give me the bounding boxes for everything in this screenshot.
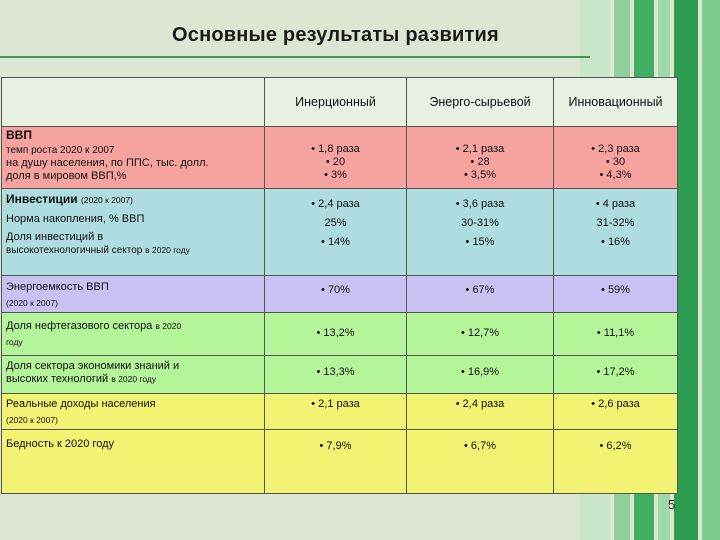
investments-values-inertial xyxy=(265,189,407,276)
value: 30-31% xyxy=(461,217,499,229)
gdp-line-2: на душу населения, по ППС, тыс. долл. xyxy=(6,157,209,169)
oilgas-value-energy: • 12,7% xyxy=(407,313,554,356)
value: • 16% xyxy=(601,236,630,248)
oilgas-heading-note: в 2020 xyxy=(155,321,182,331)
table-row-energy-intensity xyxy=(2,276,678,313)
column-header-energy-raw: Энерго-сырьевой xyxy=(407,78,554,127)
column-header-inertial: Инерционный xyxy=(265,78,407,127)
gdp-values-energy xyxy=(407,127,554,189)
poverty-value-innovative: • 6,2% xyxy=(554,430,678,494)
row-label-poverty xyxy=(2,430,265,494)
value: • 4 раза xyxy=(595,198,636,210)
knowledge-value-inertial: • 13,3% xyxy=(265,356,407,394)
oilgas-heading: Доля нефтегазового сектора xyxy=(6,320,153,332)
header-corner-cell xyxy=(2,78,265,127)
value: • 2,1 раза xyxy=(455,143,505,155)
value: • 2,3 раза xyxy=(591,143,640,155)
page-title: Основные результаты развития xyxy=(172,24,499,46)
gdp-values-innovative xyxy=(554,127,678,189)
energy-note: (2020 к 2007) xyxy=(6,298,58,308)
column-header-innovative: Инновационный xyxy=(554,78,678,127)
value: • 30 xyxy=(605,156,626,168)
value: • 15% xyxy=(465,236,495,248)
value: • 3,5% xyxy=(464,169,496,181)
row-label-energy-intensity xyxy=(2,276,265,313)
investments-values-innovative xyxy=(554,189,678,276)
title-underline xyxy=(0,56,590,58)
table-row-poverty xyxy=(2,430,678,494)
row-label-real-income xyxy=(2,394,265,430)
table-row-gdp xyxy=(2,127,678,189)
investments-line-note: в 2020 году xyxy=(145,245,190,255)
page-number: 5 xyxy=(668,497,676,512)
row-label-investments xyxy=(2,189,265,276)
knowledge-heading-2: высоких технологий xyxy=(6,373,109,385)
table-header-row xyxy=(2,78,678,127)
table-row-real-income xyxy=(2,394,678,430)
knowledge-value-energy: • 16,9% xyxy=(407,356,554,394)
row-label-oil-gas xyxy=(2,313,265,356)
table-row-oil-gas xyxy=(2,313,678,356)
value: • 20 xyxy=(325,156,346,168)
poverty-value-inertial: • 7,9% xyxy=(265,430,407,494)
value: • 3% xyxy=(324,169,347,181)
gdp-heading: ВВП xyxy=(6,128,32,142)
value: • 2,4 раза xyxy=(311,198,360,210)
row-label-gdp xyxy=(2,127,265,189)
investments-line-2: Доля инвестиций в xyxy=(6,231,104,243)
energy-value-inertial: • 70% xyxy=(265,276,407,313)
income-heading: Реальные доходы населения xyxy=(6,398,156,410)
energy-value-energy: • 67% xyxy=(407,276,554,313)
value: • 14% xyxy=(321,236,350,248)
energy-heading: Энергоемкость ВВП xyxy=(6,281,109,293)
oilgas-note: году xyxy=(6,337,23,347)
investments-line-1: Норма накопления, % ВВП xyxy=(6,213,145,225)
results-table xyxy=(1,77,678,494)
value: • 28 xyxy=(470,156,490,168)
oilgas-value-inertial: • 13,2% xyxy=(265,313,407,356)
value: • 1,8 раза xyxy=(311,143,360,155)
knowledge-heading-note: в 2020 году xyxy=(111,374,157,384)
investments-values-energy xyxy=(407,189,554,276)
row-label-knowledge-economy xyxy=(2,356,265,394)
value: 25% xyxy=(324,217,347,229)
income-value-innovative: • 2,6 раза xyxy=(554,394,678,430)
poverty-value-energy: • 6,7% xyxy=(407,430,554,494)
income-note: (2020 к 2007) xyxy=(6,415,58,425)
table-row-investments xyxy=(2,189,678,276)
poverty-heading: Бедность к 2020 году xyxy=(6,438,114,450)
energy-value-innovative: • 59% xyxy=(554,276,678,313)
value: 31-32% xyxy=(596,217,635,229)
investments-heading-note: (2020 к 2007) xyxy=(81,195,133,205)
knowledge-heading: Доля сектора экономики знаний и xyxy=(6,360,180,372)
knowledge-value-innovative: • 17,2% xyxy=(554,356,678,394)
gdp-line-3: доля в мировом ВВП,% xyxy=(6,170,127,182)
gdp-line-1: темп роста 2020 к 2007 xyxy=(6,145,115,156)
value: • 4,3% xyxy=(599,169,632,181)
oilgas-value-innovative: • 11,1% xyxy=(554,313,678,356)
investments-heading: Инвестиции xyxy=(6,192,78,206)
investments-line-3: высокотехнологичный сектор xyxy=(6,245,143,256)
table-row-knowledge-economy xyxy=(2,356,678,394)
income-value-inertial: • 2,1 раза xyxy=(265,394,407,430)
value: • 3,6 раза xyxy=(455,198,505,210)
income-value-energy: • 2,4 раза xyxy=(407,394,554,430)
gdp-values-inertial xyxy=(265,127,407,189)
